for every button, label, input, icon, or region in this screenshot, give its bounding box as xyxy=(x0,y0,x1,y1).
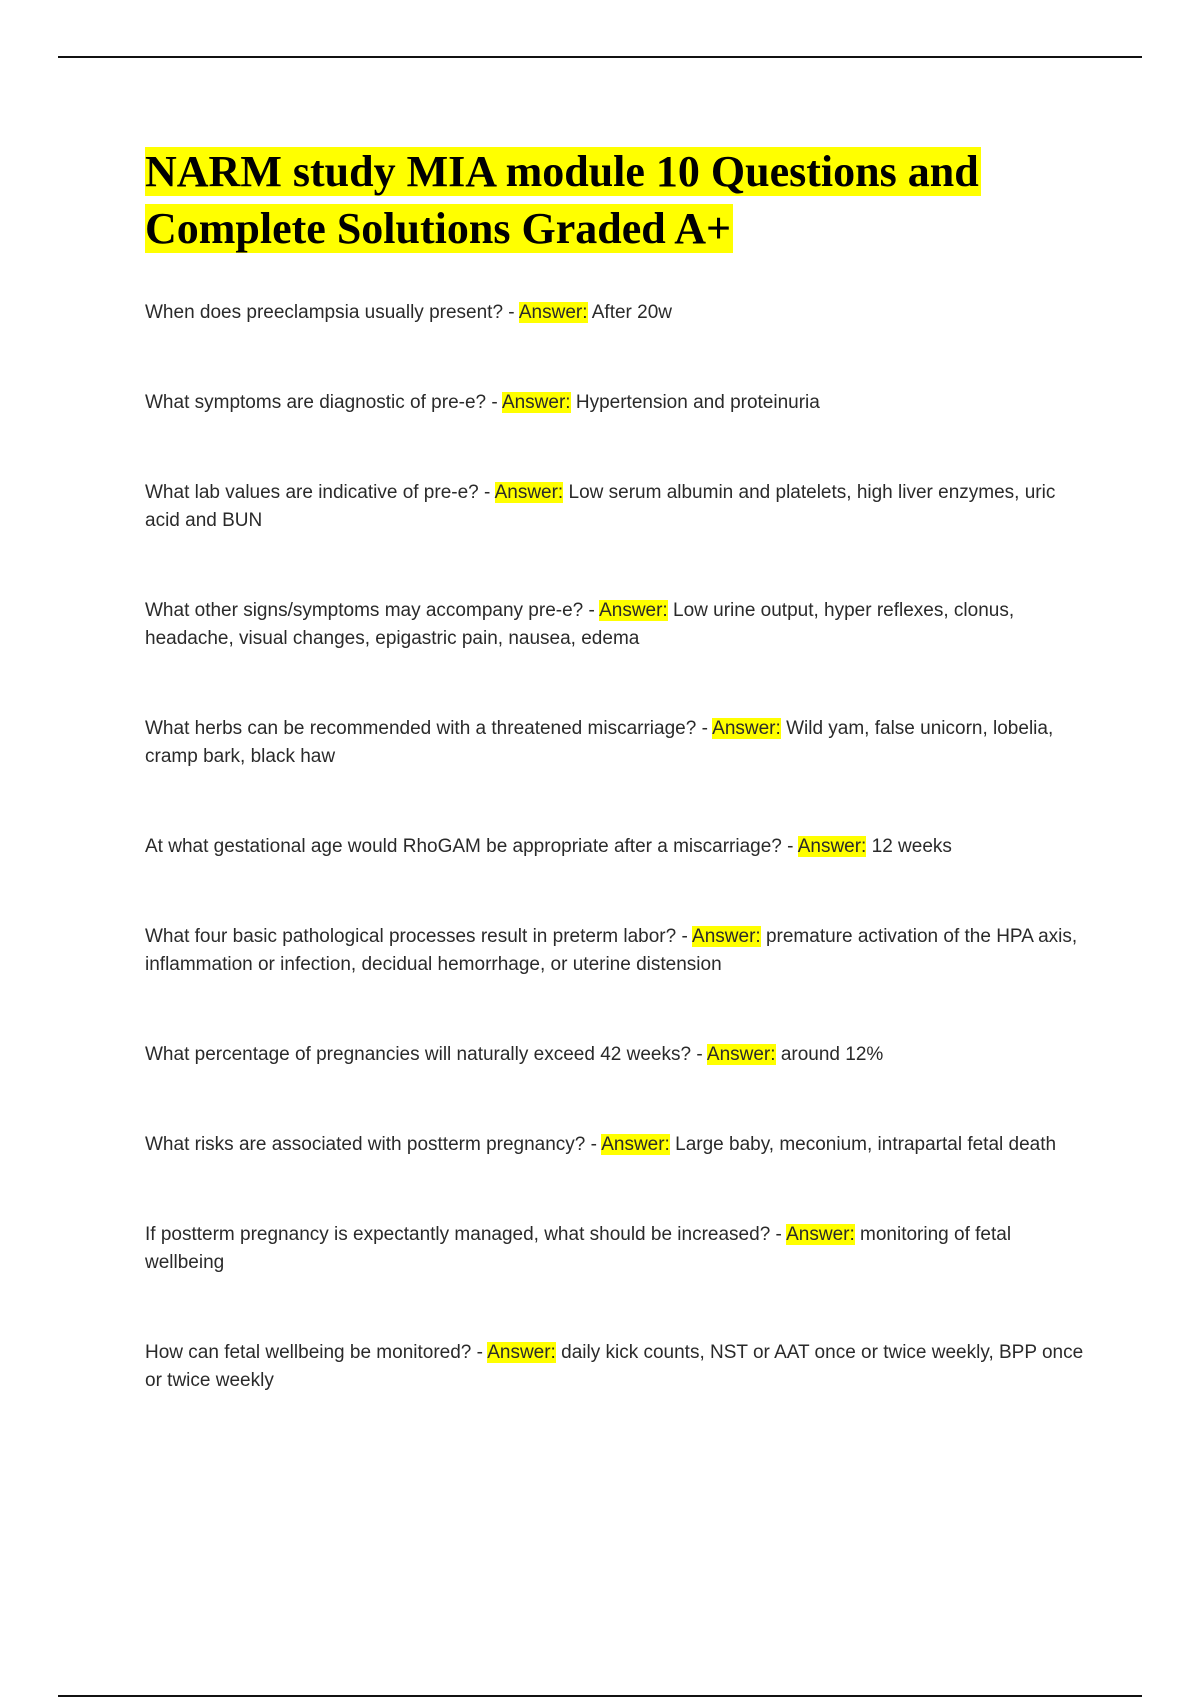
answer-label: Answer: xyxy=(706,1044,776,1065)
answer-text: Low urine output, hyper reflexes, clonus, headache, visual changes, epigastric pain, nausea, edema xyxy=(145,600,1015,649)
answer-text: premature activation of the HPA axis, inflammation or infection, decidual hemorrhage, or uterine distension xyxy=(145,926,1078,975)
answer-text: around 12% xyxy=(780,1044,884,1065)
answer-label: Answer: xyxy=(712,718,781,739)
answer-text: 12 weeks xyxy=(871,836,952,857)
qa-item xyxy=(145,1339,1085,1395)
answer-label: Answer: xyxy=(487,1342,556,1363)
question-text: What risks are associated with postterm pregnancy? xyxy=(145,1134,586,1155)
answer-label: Answer: xyxy=(494,482,564,503)
document-title xyxy=(145,143,1085,257)
separator: - xyxy=(471,1342,488,1363)
question-text: At what gestational age would RhoGAM be appropriate after a miscarriage? xyxy=(145,836,782,857)
qa-item xyxy=(145,1131,1085,1159)
question-text: What percentage of pregnancies will naturally exceed 42 weeks? xyxy=(145,1044,692,1065)
separator: - xyxy=(583,600,600,621)
qa-item xyxy=(145,389,1085,417)
qa-item xyxy=(145,833,1085,861)
qa-item xyxy=(145,1041,1085,1069)
question-text: What other signs/symptoms may accompany pre-e? xyxy=(145,600,584,621)
question-text: What four basic pathological processes result in preterm labor? xyxy=(145,926,677,947)
answer-text: daily kick counts, NST or AAT once or twice weekly, BPP once or twice weekly xyxy=(145,1342,1084,1391)
answer-text: Large baby, meconium, intrapartal fetal death xyxy=(675,1134,1057,1155)
question-text: If postterm pregnancy is expectantly managed, what should be increased? xyxy=(145,1224,771,1245)
top-rule xyxy=(58,56,1142,58)
question-text: When does preeclampsia usually present? xyxy=(145,302,504,323)
separator: - xyxy=(486,392,502,413)
answer-label: Answer: xyxy=(601,1134,670,1155)
answer-text: Wild yam, false unicorn, lobelia, cramp bark, black haw xyxy=(145,718,1054,767)
separator: - xyxy=(585,1134,602,1155)
bottom-rule xyxy=(58,1695,1142,1697)
answer-label: Answer: xyxy=(518,302,588,323)
qa-list xyxy=(145,299,1085,1395)
question-text: What herbs can be recommended with a threatened miscarriage? xyxy=(145,718,697,739)
separator: - xyxy=(676,926,693,947)
answer-text: monitoring of fetal wellbeing xyxy=(145,1224,1012,1273)
answer-text: Low serum albumin and platelets, high liver enzymes, uric acid and BUN xyxy=(145,482,1056,531)
qa-item xyxy=(145,715,1085,771)
question-text: What symptoms are diagnostic of pre-e? xyxy=(145,392,487,413)
separator: - xyxy=(691,1044,707,1065)
document-body xyxy=(145,143,1085,1395)
answer-text: After 20w xyxy=(591,302,673,323)
separator: - xyxy=(781,836,798,857)
qa-item xyxy=(145,479,1085,535)
separator: - xyxy=(696,718,713,739)
qa-item xyxy=(145,299,1085,327)
answer-label: Answer: xyxy=(797,836,867,857)
answer-label: Answer: xyxy=(786,1224,855,1245)
qa-item xyxy=(145,1221,1085,1277)
document-title-highlight: NARM study MIA module 10 Questions and Complete Solutions Graded A+ xyxy=(145,147,979,253)
separator: - xyxy=(770,1224,787,1245)
qa-item xyxy=(145,923,1085,979)
answer-label: Answer: xyxy=(692,926,761,947)
separator: - xyxy=(478,482,495,503)
qa-item xyxy=(145,597,1085,653)
separator: - xyxy=(503,302,519,323)
question-text: How can fetal wellbeing be monitored? xyxy=(145,1342,472,1363)
answer-text: Hypertension and proteinuria xyxy=(575,392,820,413)
question-text: What lab values are indicative of pre-e? xyxy=(145,482,479,503)
answer-label: Answer: xyxy=(501,392,571,413)
answer-label: Answer: xyxy=(599,600,668,621)
